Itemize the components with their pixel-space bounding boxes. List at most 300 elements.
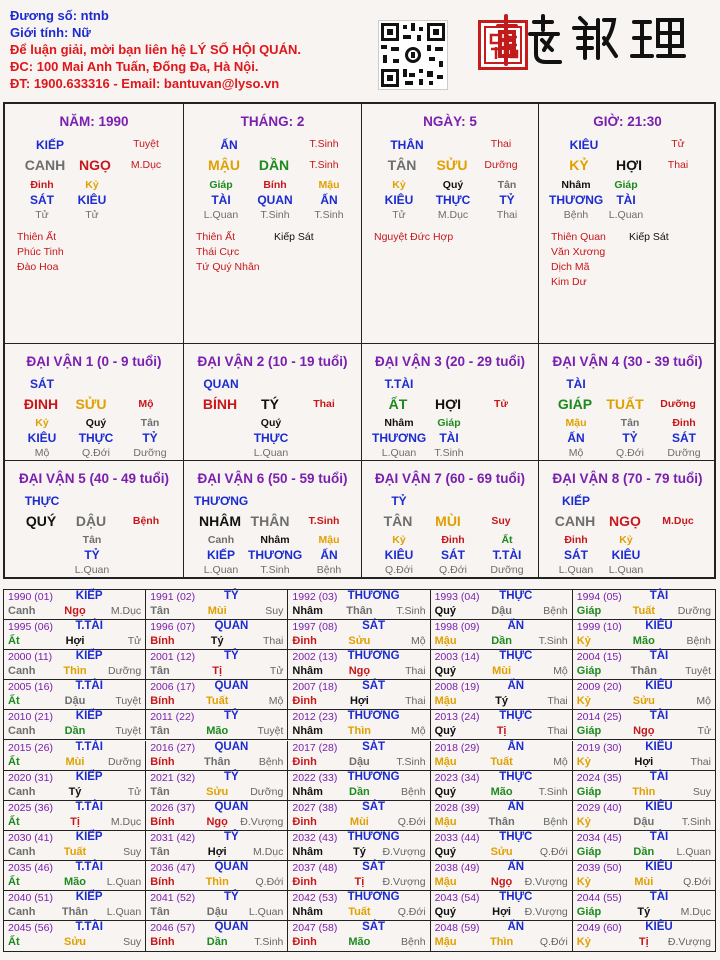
year-cell[interactable] (431, 831, 573, 861)
year-branch: Tý (637, 906, 651, 918)
year-stem: Bính (150, 936, 175, 949)
year-stage: Đ.Vượng (524, 906, 568, 918)
contact-line: Để luận giải, mời bạn liên hệ LÝ SỐ HỘI QUÁN. (10, 42, 301, 57)
year-stem: Kỷ (576, 815, 591, 828)
dai-van-star: QUAN (203, 377, 239, 391)
year-star: TÀI (649, 891, 669, 903)
year-cell[interactable] (4, 620, 146, 650)
hidden-stem: Tân (140, 417, 160, 429)
year-stage: Q.Đới (255, 875, 284, 888)
year-label: 2007 (18) (292, 681, 338, 694)
hidden-stage: Tử (85, 209, 99, 221)
auspicious-star: Thiên Quan (551, 231, 606, 243)
hidden-stem: Bính (263, 179, 287, 191)
year-stem: Kỷ (576, 695, 591, 708)
heavenly-stem: NHÂM (199, 513, 241, 529)
earthly-branch: HỢI (435, 396, 461, 412)
year-star: THỰC (499, 590, 533, 602)
dai-van-cell[interactable] (184, 461, 362, 579)
hidden-stage: Dưỡng (490, 564, 524, 576)
earthly-branch: THÂN (250, 513, 290, 529)
earthly-branch: DẦN (258, 157, 290, 173)
hidden-stage: T.Sinh (314, 209, 344, 221)
year-cell[interactable] (573, 891, 715, 921)
heavenly-stem: ẤT (388, 396, 408, 412)
year-stem: Tân (150, 785, 170, 798)
year-stage: Tử (697, 725, 711, 738)
year-stage: L.Quan (106, 906, 142, 918)
year-stage: Đ.Vượng (667, 936, 711, 949)
year-branch: Dậu (633, 815, 655, 828)
year-branch: Tị (212, 665, 223, 678)
year-stage: M.Dục (110, 815, 142, 828)
hidden-stage: T.Sinh (260, 564, 290, 576)
year-star: QUAN (214, 921, 249, 934)
hidden-stage: L.Quan (608, 564, 644, 576)
auspicious-star: Đào Hoa (17, 261, 59, 273)
auspicious-star: Kim Dư (551, 276, 587, 288)
year-cell[interactable] (573, 861, 715, 891)
year-star: ẤN (507, 921, 525, 934)
year-label: 2000 (11) (8, 651, 53, 664)
year-branch: Tị (638, 936, 649, 949)
hidden-star: TÀI (211, 193, 231, 207)
auspicious-star: Thiên Ất (17, 231, 57, 243)
dai-van-title: ĐẠI VẬN 8 (70 - 79 tuổi) (552, 471, 703, 486)
year-label: 1995 (06) (8, 621, 53, 634)
year-cell[interactable] (146, 771, 288, 801)
hidden-stem: Kỷ (619, 534, 633, 546)
top-star: KIÊU (569, 138, 599, 152)
year-label: 2017 (28) (292, 741, 338, 754)
year-branch: Thìn (632, 785, 656, 798)
year-star: TÀI (649, 590, 669, 602)
year-cell[interactable] (431, 680, 573, 710)
year-stem: Ất (8, 875, 20, 888)
dai-van-star: T.TÀI (384, 377, 414, 391)
year-stage: Mộ (553, 665, 568, 678)
year-star: KIÊU (645, 620, 673, 633)
auspicious-star: Văn Xương (551, 246, 606, 258)
dai-van-cell[interactable] (362, 344, 539, 461)
hidden-stem: Đinh (441, 534, 465, 546)
dai-van-title: ĐẠI VẬN 6 (50 - 59 tuổi) (197, 471, 348, 486)
year-stage: Đ.Vượng (240, 815, 284, 828)
year-branch: Thân (346, 605, 373, 617)
hidden-stage: L.Quan (203, 564, 239, 576)
year-branch: Ngọ (490, 875, 513, 888)
hidden-stage: L.Quan (74, 564, 110, 576)
year-stem: Nhâm (292, 845, 323, 858)
year-cell[interactable] (431, 771, 573, 801)
year-star: ẤN (507, 800, 525, 813)
year-cell[interactable] (4, 650, 146, 680)
dai-van-cell[interactable] (5, 344, 184, 461)
dai-van-cell[interactable] (362, 461, 539, 579)
year-label: 2031 (42) (150, 831, 196, 844)
year-cell[interactable] (431, 801, 573, 831)
year-label: 2019 (30) (576, 741, 622, 754)
dai-van-cell[interactable] (539, 461, 716, 579)
year-stem: Ất (8, 815, 20, 828)
year-stem: Quý (434, 906, 456, 918)
year-label: 1994 (05) (576, 591, 622, 603)
year-star: TÀI (649, 830, 669, 843)
hidden-star: KIÊU (27, 431, 57, 445)
hidden-stage: M.Dục (437, 209, 469, 221)
year-label: 2004 (15) (576, 651, 622, 664)
year-cell[interactable] (288, 650, 430, 680)
year-stem: Bính (150, 635, 175, 648)
dai-van-title: ĐẠI VẬN 4 (30 - 39 tuổi) (552, 354, 703, 369)
hidden-stem: Tân (497, 179, 517, 191)
year-cell[interactable] (288, 710, 430, 740)
year-branch: Ngọ (633, 725, 655, 738)
year-label: 2021 (32) (150, 771, 196, 784)
hidden-star: SÁT (564, 548, 588, 562)
year-cell[interactable] (146, 680, 288, 710)
year-star: THƯƠNG (347, 710, 400, 723)
year-cell[interactable] (573, 680, 715, 710)
pillar-cell (5, 104, 184, 344)
year-cell[interactable] (146, 741, 288, 771)
year-star: SÁT (362, 740, 386, 753)
year-label: 2036 (47) (150, 861, 196, 874)
year-label: 2044 (55) (576, 892, 622, 904)
earthly-branch: DẬU (75, 513, 107, 529)
dai-van-cell[interactable] (184, 344, 362, 461)
year-cell[interactable] (431, 590, 573, 620)
year-stage: Thai (262, 635, 284, 648)
dai-van-stage: Dưỡng (660, 398, 696, 410)
year-label: 2014 (25) (576, 711, 622, 724)
year-stem: Canh (8, 725, 36, 738)
heavenly-stem: GIÁP (557, 396, 593, 412)
top-star: THÂN (390, 138, 424, 152)
mid-stage: Thai (667, 159, 689, 171)
year-stage: T.Sinh (396, 755, 426, 768)
year-star: THƯƠNG (347, 590, 400, 602)
year-branch: Hợi (492, 906, 511, 918)
year-stem: Bính (150, 695, 175, 708)
year-cell[interactable] (288, 771, 430, 801)
year-stage: M.Dục (253, 845, 284, 858)
hidden-stem: Nhâm (561, 179, 591, 191)
year-cell[interactable] (288, 921, 430, 951)
year-branch: Tị (354, 875, 365, 888)
year-label: 2002 (13) (292, 651, 338, 664)
year-stem: Kỷ (576, 755, 591, 768)
hidden-star: KIÊU (384, 193, 414, 207)
year-star: THƯƠNG (347, 830, 400, 843)
year-cell[interactable] (431, 921, 573, 951)
year-cell[interactable] (573, 710, 715, 740)
year-branch: Dần (206, 936, 228, 949)
year-cell[interactable] (431, 861, 573, 891)
year-label: 1992 (03) (292, 591, 338, 603)
year-stem: Kỷ (576, 936, 591, 949)
year-branch: Sửu (206, 785, 229, 798)
year-branch: Dậu (64, 695, 86, 708)
year-star: TỶ (224, 830, 239, 843)
year-cell[interactable] (146, 861, 288, 891)
year-stem: Mậu (434, 635, 457, 648)
year-branch: Dần (491, 635, 512, 648)
hidden-stem: Quý (442, 179, 464, 191)
hidden-stage: Dưỡng (667, 447, 701, 459)
year-star: TÀI (649, 650, 669, 663)
hidden-stem: Nhâm (260, 534, 290, 546)
year-stage: Đ.Vượng (382, 875, 426, 888)
year-stem: Tân (150, 725, 170, 738)
year-cell[interactable] (573, 831, 715, 861)
year-cell[interactable] (288, 680, 430, 710)
hidden-star: THƯƠNG (248, 548, 303, 562)
year-star: QUAN (214, 740, 249, 753)
year-cell[interactable] (288, 620, 430, 650)
year-stage: Q.Đới (539, 845, 568, 858)
year-stage: Bệnh (258, 755, 284, 768)
year-cell[interactable] (146, 801, 288, 831)
year-cell[interactable] (146, 921, 288, 951)
year-branch: Ngọ (206, 815, 228, 828)
earthly-branch: SỬU (436, 157, 468, 173)
heavenly-stem: BÍNH (202, 396, 238, 412)
year-branch: Dậu (349, 755, 370, 768)
year-cell[interactable] (4, 680, 146, 710)
year-branch: Sửu (348, 635, 371, 648)
year-star: TỶ (224, 650, 239, 663)
year-label: 1991 (02) (150, 591, 196, 603)
year-star: THƯƠNG (347, 770, 400, 783)
year-stem: Canh (8, 845, 36, 858)
year-cell[interactable] (288, 891, 430, 921)
year-star: THƯƠNG (347, 650, 400, 663)
year-label: 2046 (57) (150, 922, 196, 935)
year-label: 2023 (34) (434, 771, 480, 784)
hidden-star: ẤN (320, 193, 338, 207)
year-cell[interactable] (4, 891, 146, 921)
hidden-stem: Tân (82, 534, 102, 546)
year-stem: Nhâm (292, 725, 323, 738)
year-branch: Hợi (65, 635, 85, 648)
year-cell[interactable] (431, 891, 573, 921)
year-branch: Sửu (490, 845, 513, 858)
year-cell[interactable] (288, 801, 430, 831)
year-cell[interactable] (431, 620, 573, 650)
year-star: THỰC (499, 891, 533, 903)
year-label: 2024 (35) (576, 771, 622, 784)
year-cell[interactable] (146, 650, 288, 680)
year-stem: Giáp (576, 725, 602, 738)
year-cell[interactable] (146, 620, 288, 650)
hidden-stem: Đinh (672, 417, 696, 429)
year-branch: Tuất (63, 845, 87, 858)
year-branch: Hợi (634, 755, 654, 768)
year-branch: Tuất (632, 605, 655, 617)
hidden-star: TÀI (439, 431, 459, 445)
hidden-star: ẤN (320, 548, 338, 562)
year-stem: Ất (8, 635, 20, 648)
year-stem: Kỷ (576, 635, 591, 648)
year-stage: Tuyệt (115, 725, 142, 738)
year-star: T.TÀI (75, 860, 103, 873)
year-cell[interactable] (146, 831, 288, 861)
auspicious-star: Tứ Quý Nhân (196, 261, 260, 273)
year-branch: Mão (490, 785, 513, 798)
dai-van-cell[interactable] (539, 344, 716, 461)
year-cell[interactable] (431, 650, 573, 680)
year-stem: Mậu (434, 755, 457, 768)
year-star: TỶ (224, 770, 239, 783)
year-stage: Bệnh (543, 605, 568, 617)
auspicious-star: Thái Cực (196, 246, 240, 258)
top-stage: Tử (671, 138, 685, 150)
year-cell[interactable] (573, 921, 715, 951)
year-star: KIÊU (645, 740, 673, 753)
year-stage: Tử (269, 665, 284, 678)
year-stage: Q.Đới (397, 815, 426, 828)
year-branch: Tị (496, 725, 507, 738)
dai-van-cell[interactable] (5, 461, 184, 579)
year-branch: Mão (632, 635, 655, 648)
year-label: 1993 (04) (434, 591, 480, 603)
year-stage: Thai (405, 695, 426, 708)
year-cell[interactable] (4, 710, 146, 740)
year-cell[interactable] (4, 590, 146, 620)
year-cell[interactable] (288, 861, 430, 891)
year-cell[interactable] (573, 650, 715, 680)
year-cell[interactable] (431, 741, 573, 771)
year-label: 2018 (29) (434, 741, 480, 754)
year-branch: Sửu (632, 695, 655, 708)
year-stem: Giáp (576, 906, 602, 918)
dai-van-title: ĐẠI VẬN 3 (20 - 29 tuổi) (374, 354, 526, 369)
year-stage: T.Sinh (396, 605, 426, 617)
year-branch: Mão (64, 875, 86, 888)
pillar-title: THÁNG: 2 (240, 114, 305, 129)
auspicious-star: Nguyệt Đức Hợp (374, 231, 454, 243)
dai-van-stage: Mộ (138, 398, 154, 410)
hidden-star: TỶ (622, 431, 638, 445)
logo (494, 8, 716, 68)
heavenly-stem: MẬU (208, 157, 240, 173)
year-branch: Hợi (207, 845, 227, 858)
hidden-stage: Bệnh (316, 564, 342, 576)
year-cell[interactable] (4, 771, 146, 801)
year-label: 2012 (23) (292, 711, 338, 724)
year-cell[interactable] (573, 620, 715, 650)
year-branch: Tuất (348, 906, 371, 918)
earthly-branch: HỢI (616, 157, 642, 173)
dai-van-stage: Thai (313, 398, 335, 410)
year-label: 2005 (16) (8, 681, 53, 694)
hidden-stem: Quý (85, 417, 107, 429)
year-cell[interactable] (573, 590, 715, 620)
year-stem: Ất (8, 695, 20, 708)
year-star: KIẾP (75, 770, 103, 783)
top-stage: Thai (490, 138, 512, 150)
year-label: 2034 (45) (576, 831, 622, 844)
year-stage: Bệnh (401, 785, 426, 798)
year-cell[interactable] (146, 710, 288, 740)
year-star: KIÊU (645, 680, 673, 693)
year-stage: Mộ (696, 695, 711, 708)
year-stem: Bính (150, 815, 175, 828)
year-label: 2047 (58) (292, 922, 338, 935)
dai-van-stage: Tử (493, 398, 509, 410)
hidden-stage: Q.Đới (616, 447, 644, 459)
hidden-star: SÁT (441, 548, 465, 562)
year-branch: Thân (630, 665, 657, 678)
year-cell[interactable] (431, 710, 573, 740)
hidden-stem: Nhâm (384, 417, 414, 429)
year-cell[interactable] (288, 831, 430, 861)
year-label: 2010 (21) (8, 711, 53, 724)
dai-van-star: THỰC (24, 494, 60, 508)
earthly-branch: NGỌ (609, 513, 641, 529)
top-stage: T.Sinh (309, 138, 339, 150)
year-cell[interactable] (4, 921, 146, 951)
year-star: TÀI (649, 710, 669, 723)
year-label: 2008 (19) (434, 681, 480, 694)
year-label: 2029 (40) (576, 801, 622, 814)
year-cell[interactable] (573, 741, 715, 771)
heavenly-stem: TÂN (387, 157, 417, 173)
year-cell[interactable] (573, 801, 715, 831)
year-stage: Bệnh (401, 936, 426, 949)
hidden-stage: T.Sinh (434, 447, 464, 459)
year-cell[interactable] (4, 801, 146, 831)
hidden-star: THƯƠNG (372, 431, 427, 445)
year-label: 2040 (51) (8, 892, 53, 904)
year-cell[interactable] (4, 861, 146, 891)
year-stage: Q.Đới (539, 936, 568, 949)
year-stem: Quý (434, 665, 456, 678)
year-star: SÁT (362, 620, 386, 633)
top-stage: Tuyệt (133, 138, 159, 150)
year-cell[interactable] (288, 741, 430, 771)
year-stem: Đinh (292, 875, 317, 888)
year-star: KIẾP (75, 710, 103, 723)
qr-code-icon[interactable] (378, 20, 448, 90)
year-branch: Dậu (491, 605, 512, 617)
year-stage: M.Dục (680, 906, 711, 918)
hidden-stem: Kỷ (392, 179, 406, 191)
year-label: 2009 (20) (576, 681, 622, 694)
year-label: 2026 (37) (150, 801, 196, 814)
year-cell[interactable] (146, 891, 288, 921)
pillar-title: NĂM: 1990 (59, 114, 129, 129)
hidden-stem: Giáp (614, 179, 638, 191)
year-cell[interactable] (146, 590, 288, 620)
year-cell[interactable] (4, 831, 146, 861)
year-branch: Mùi (65, 755, 85, 768)
hidden-star: T.TÀI (492, 548, 522, 562)
year-stem: Kỷ (576, 875, 591, 888)
year-cell[interactable] (573, 771, 715, 801)
year-cell[interactable] (288, 590, 430, 620)
phone-email-line: ĐT: 1900.633316 - Email: bantuvan@lyso.vn (10, 76, 280, 91)
hidden-stage: L.Quan (608, 209, 644, 221)
year-label: 2003 (14) (434, 651, 480, 664)
heavenly-stem: QUÝ (25, 513, 57, 529)
year-star: QUAN (214, 680, 249, 693)
year-cell[interactable] (4, 741, 146, 771)
hidden-star: KIẾP (206, 548, 235, 562)
year-branch: Tị (70, 815, 80, 828)
year-stage: T.Sinh (538, 785, 568, 798)
